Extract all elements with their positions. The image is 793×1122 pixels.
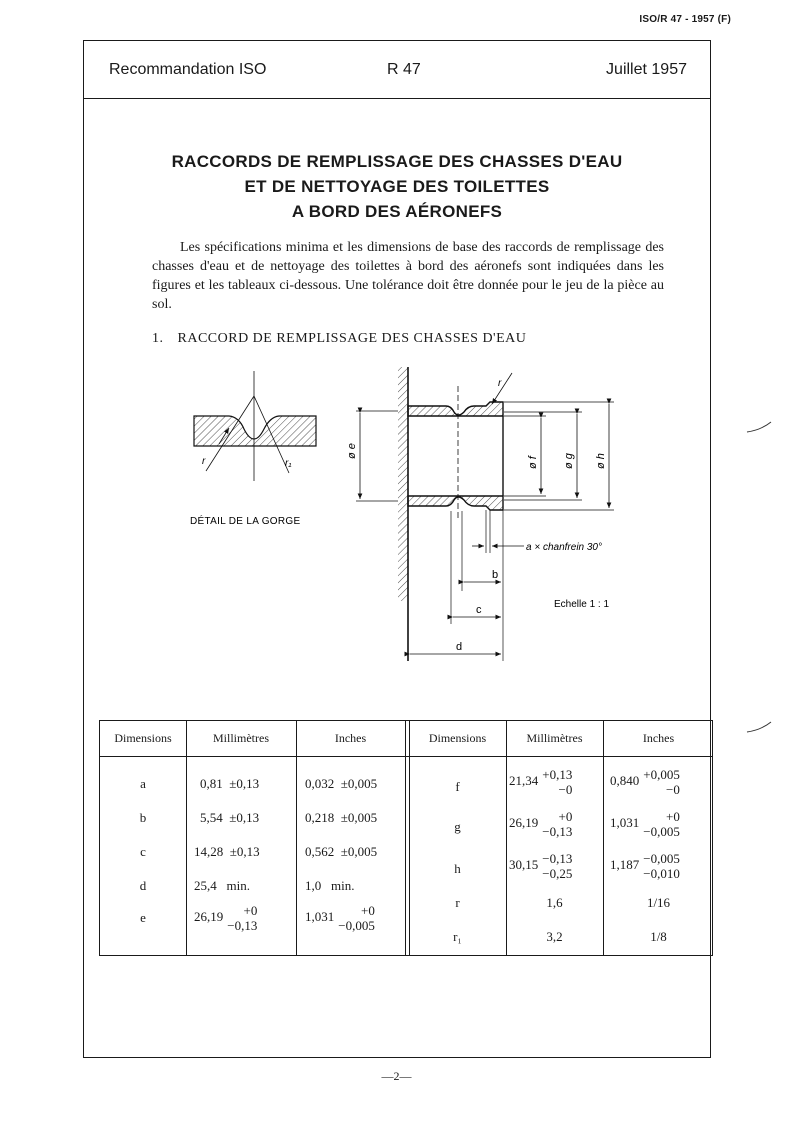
dim-h-label: ø h [595, 453, 607, 469]
intro-text: Les spécifications minima et les dimensions de base des raccords de remplissage des chasses d'eau et de nettoyage des toilettes à bord des aéronefs sont indiquées dans les figures et les tableaux ci-dessous. Une tolérance doit être donnée pour le jeu de la pièce au sol. [152, 240, 664, 312]
groove-radius-label: r [202, 456, 206, 467]
dimensions-table [99, 720, 713, 956]
header-center: R 47 [387, 61, 421, 78]
wall-hatch [398, 367, 408, 601]
table-row-a-dim: a [140, 776, 146, 791]
table-row-d-dim: d [139, 878, 147, 893]
page-number: —2— [381, 1069, 412, 1083]
table-row-c-dim: c [140, 844, 146, 859]
table-row-b-mm: 5,54 ±0,13 [200, 810, 260, 825]
table-row-d-mm: 25,4 min. [194, 878, 250, 893]
section-number: 1. [152, 331, 164, 346]
table-row-b-dim: b [139, 810, 147, 825]
table-row-r1-in: 1/8 [650, 929, 667, 944]
table-row-a-in: 0,032 ±0,005 [305, 776, 378, 791]
header-dimensions-right: Dimensions [428, 731, 487, 745]
dim-e-label: ø e [346, 443, 358, 459]
fitting-drawing [84, 41, 712, 681]
table-row-f-mm: 21,34 +0,13 −0 [509, 767, 573, 797]
header-mm-left: Millimètres [213, 731, 269, 745]
title-line-2: ET DE NETTOYAGE DES TOILETTES [244, 177, 550, 196]
table-row-e-dim: e [140, 910, 146, 925]
dim-d-label: d [456, 641, 463, 653]
document-reference: ISO/R 47 - 1957 (F) [639, 14, 731, 25]
table-row-r1-mm: 3,2 [546, 929, 563, 944]
page-frame [83, 40, 711, 1058]
table-row-h-in: 1,187 −0,005 −0,010 [610, 851, 680, 881]
table-row-g-dim: g [454, 819, 461, 834]
table-row-e-in: 1,031 +0 −0,005 [305, 903, 375, 933]
table-row-h-dim: h [454, 861, 461, 876]
header-right: Juillet 1957 [606, 61, 687, 78]
table-row-b-in: 0,218 ±0,005 [305, 810, 378, 825]
groove-radius1-label: r₁ [285, 458, 292, 469]
table-row-e-mm: 26,19 +0 −0,13 [194, 903, 258, 933]
title-line-1: RACCORDS DE REMPLISSAGE DES CHASSES D'EAU [171, 152, 623, 171]
table-row-r-in: 1/16 [646, 895, 671, 910]
margin-mark-2 [745, 718, 775, 738]
table-row-h-mm: 30,15 −0,13 −0,25 [509, 851, 573, 881]
table-row-r-mm: 1,6 [546, 895, 563, 910]
table-row-g-mm: 26,19 +0 −0,13 [509, 809, 573, 839]
table-row-r-dim: r [455, 895, 460, 910]
tube-lower [408, 496, 503, 510]
header-dimensions-left: Dimensions [114, 731, 172, 745]
title-line-3: A BORD DES AÉRONEFS [291, 202, 503, 221]
scale-label: Echelle 1 : 1 [554, 599, 610, 610]
dim-f-label: ø f [527, 456, 539, 469]
table-row-g-in: 1,031 +0 −0,005 [610, 809, 680, 839]
margin-mark-1 [745, 418, 775, 438]
groove-detail-label: DÉTAIL DE LA GORGE [190, 516, 301, 527]
table-row-f-in: 0,840 +0,005 −0 [610, 767, 680, 797]
dim-c-label: c [476, 604, 482, 616]
header-left: Recommandation ISO [109, 61, 267, 78]
tube-upper [408, 402, 503, 416]
section-title: RACCORD DE REMPLISSAGE DES CHASSES D'EAU [177, 331, 527, 346]
header-inches-right: Inches [642, 731, 675, 745]
table-row-c-in: 0,562 ±0,005 [305, 844, 378, 859]
header-inches-left: Inches [334, 731, 367, 745]
dim-b-label: b [492, 569, 499, 581]
table-row-r1-dim: r₁ [453, 929, 462, 944]
table-row-d-in: 1,0 min. [305, 878, 355, 893]
groove-detail [194, 371, 316, 481]
dim-g-label: ø g [563, 453, 575, 469]
table-row-c-mm: 14,28 ±0,13 [194, 844, 260, 859]
table-row-f-dim: f [455, 779, 460, 794]
header-mm-right: Millimètres [526, 731, 583, 745]
chamfer-label: a × chanfrein 30° [526, 542, 602, 553]
table-row-a-mm: 0,81 ±0,13 [200, 776, 260, 791]
dim-r-label: r [498, 378, 502, 389]
